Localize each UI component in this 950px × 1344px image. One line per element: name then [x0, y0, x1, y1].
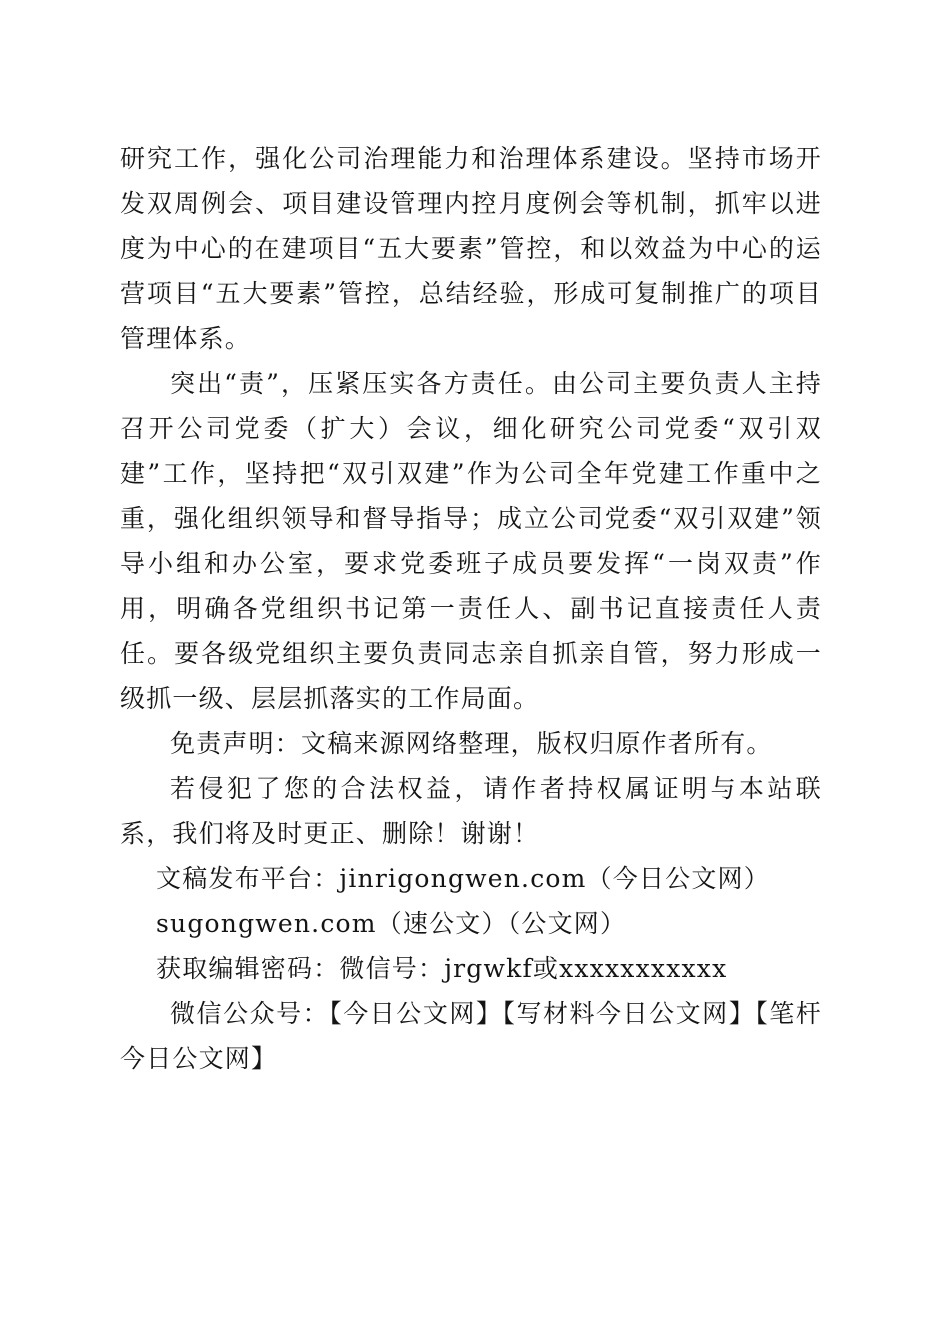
body-paragraph-2: 突出“责”，压紧压实各方责任。由公司主要负责人主持召开公司党委（扩大）会议，细化研究公司党委“双引双建”工作，坚持把“双引双建”作为公司全年党建工作重中之重，强化组织领导和督导指导；成立公司党委“双引双建”领导小组和办公室，要求党委班子成员要发挥“一岗双责”作用，明确各党组织书记第一责任人、副书记直接责任人责任。要各级党组织主要负责同志亲自抓亲自管，努力形成一级抓一级、层层抓落实的工作局面。 [120, 369, 822, 713]
site-line: sugongwen.com（速公文）（公文网） [156, 909, 627, 938]
password-line: 获取编辑密码：微信号：jrgwkf或xxxxxxxxxxx [156, 954, 728, 983]
wechat-accounts-line: 微信公众号：【今日公文网】【写材料今日公文网】【笔杆今日公文网】 [120, 999, 822, 1073]
disclaimer-text: 免责声明：文稿来源网络整理，版权归原作者所有。 [170, 729, 773, 758]
document-body [120, 136, 822, 1081]
platform-line: 文稿发布平台：jinrigongwen.com（今日公文网） [156, 864, 770, 893]
infringement-notice: 若侵犯了您的合法权益，请作者持权属证明与本站联系，我们将及时更正、删除！谢谢！ [120, 774, 822, 848]
body-paragraph-1: 研究工作，强化公司治理能力和治理体系建设。坚持市场开发双周例会、项目建设管理内控月度例会等机制，抓牢以进度为中心的在建项目“五大要素”管控，和以效益为中心的运营项目“五大要素”管控，总结经验，形成可复制推广的项目管理体系。 [120, 144, 822, 353]
